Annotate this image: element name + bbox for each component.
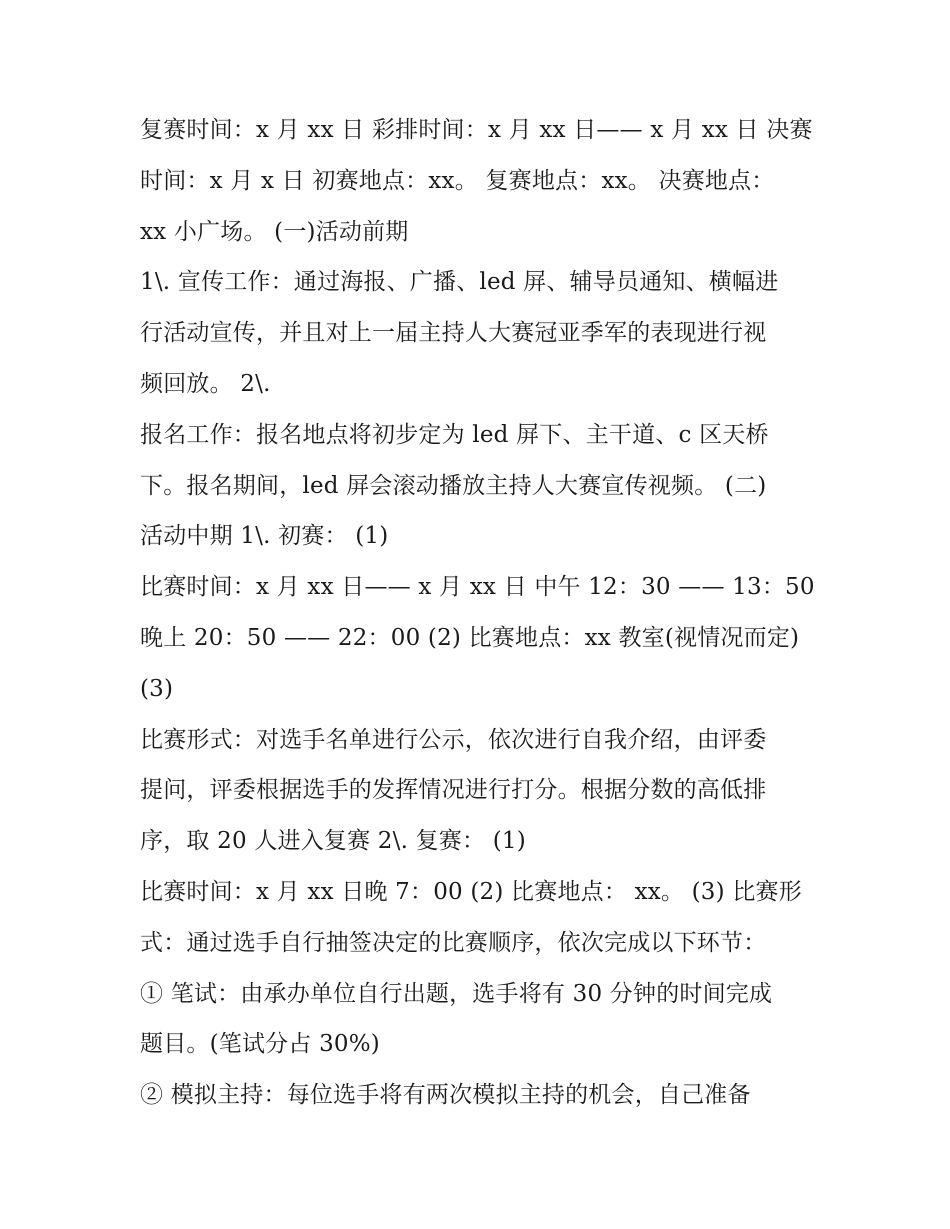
text-line: 比赛时间：x 月 xx 日—— x 月 xx 日 中午 12：30 —— 13：50 [140, 574, 815, 601]
text-line: 提问，评委根据选手的发挥情况进行打分。根据分数的高低排 [140, 777, 767, 804]
text-line: 题目。(笔试分占 30%) [140, 1031, 380, 1058]
text-line: 下。报名期间，led 屏会滚动播放主持人大赛宣传视频。 (二) [140, 472, 767, 499]
text-line: ① 笔试：由承办单位自行出题，选手将有 30 分钟的时间完成 [140, 980, 773, 1007]
text-line: 复赛时间：x 月 xx 日 彩排时间：x 月 xx 日—— x 月 xx 日 决赛 [140, 117, 813, 143]
text-line: 时间：x 月 x 日 初赛地点：xx。 复赛地点：xx。 决赛地点： [140, 167, 775, 194]
text-line: 1\. 宣传工作：通过海报、广播、led 屏、辅导员通知、横幅进 [140, 269, 779, 296]
text-line: 报名工作：报名地点将初步定为 led 屏下、主干道、c 区天桥 [140, 421, 769, 448]
text-line: 比赛形式：对选手名单进行公示，依次进行自我介绍，由评委 [140, 726, 767, 753]
text-line: 晚上 20：50 —— 22：00 (2) 比赛地点：xx 教室(视情况而定) [140, 624, 800, 651]
text-line: 活动中期 1\. 初赛： (1) [140, 523, 389, 550]
text-line: 行活动宣传，并且对上一届主持人大赛冠亚季军的表现进行视 [140, 320, 767, 347]
text-line: 频回放。 2\. [140, 370, 271, 397]
text-line: (3) [140, 675, 174, 702]
text-line: 比赛时间：x 月 xx 日晚 7：00 (2) 比赛地点： xx。 (3) 比赛形 [140, 878, 802, 905]
text-line: 序，取 20 人进入复赛 2\. 复赛： (1) [140, 828, 526, 855]
document-body [140, 108, 830, 1124]
text-line: 式：通过选手自行抽签决定的比赛顺序，依次完成以下环节： [140, 929, 767, 956]
text-line: ② 模拟主持：每位选手将有两次模拟主持的机会，自己准备 [140, 1082, 751, 1109]
text-line: xx 小广场。 (一)活动前期 [140, 218, 409, 245]
